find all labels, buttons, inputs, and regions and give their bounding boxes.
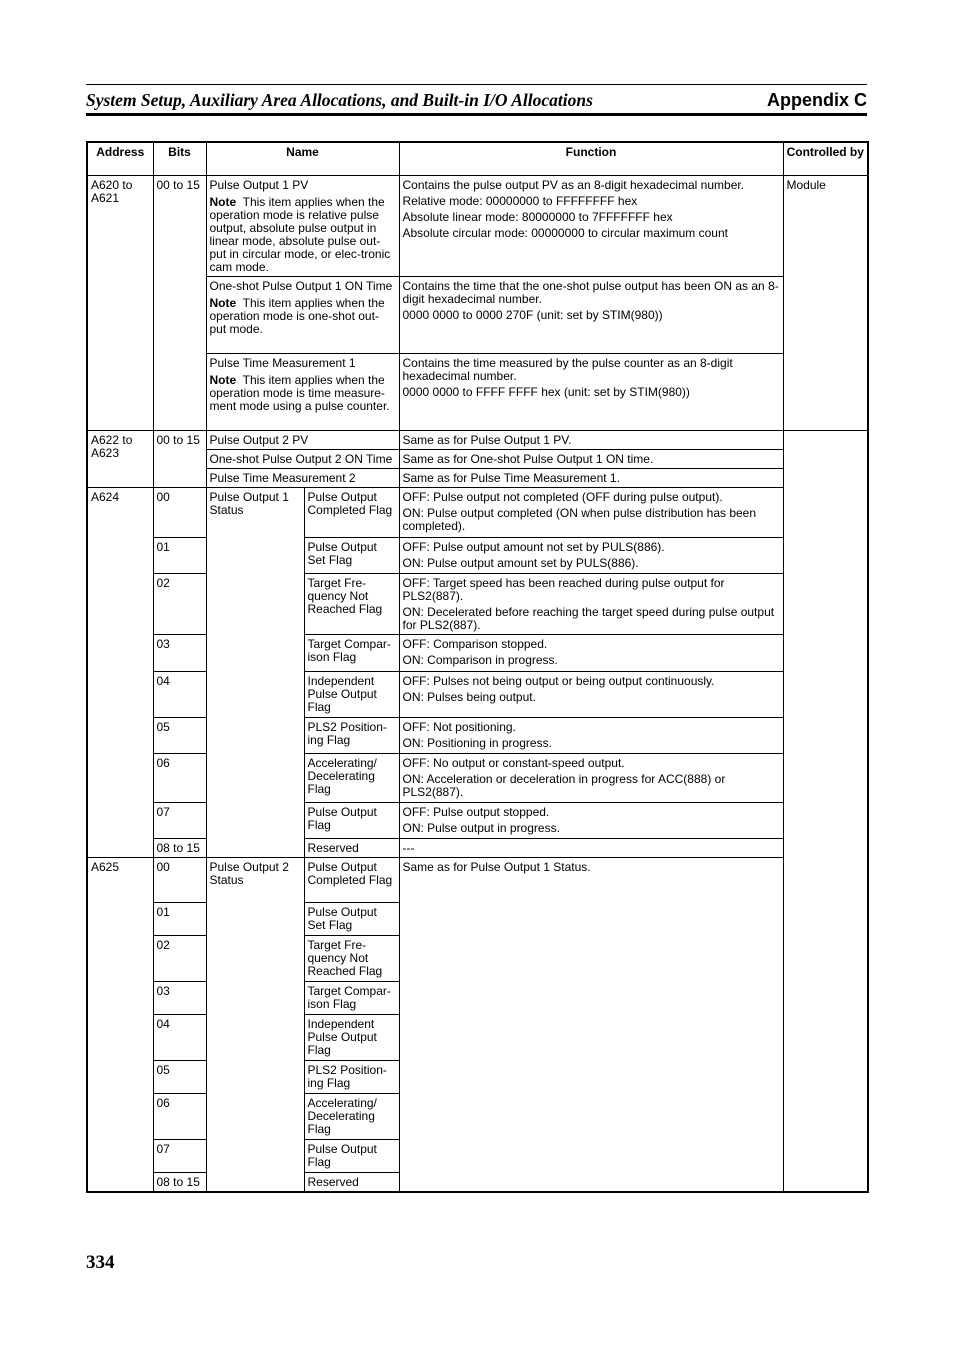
flag-name-cell: Accelerating/ Decelerating Flag (304, 1094, 399, 1140)
flag-name-cell: Reserved (304, 839, 399, 858)
controlled-by-cell: Module (783, 176, 868, 431)
function-cell: Same as for Pulse Output 1 PV. (399, 431, 783, 450)
table-row (87, 839, 868, 858)
bits-cell: 04 (153, 1015, 206, 1061)
col-controlled-by: Controlled by (783, 142, 868, 176)
function-cell: OFF: Target speed has been reached during pulse output for PLS2(887). ON: Decelerated before reaching the target speed during pulse output for PLS2(887). (399, 574, 783, 635)
flag-name-cell: Pulse Output Set Flag (304, 538, 399, 574)
flag-name-cell: Pulse Output Set Flag (304, 903, 399, 936)
table-row (87, 431, 868, 450)
name-cell: Pulse Time Measurement 1 Note This item applies when the operation mode is time measure-ment mode using a pulse counter. (206, 354, 399, 431)
flag-name-cell: Target Compar-ison Flag (304, 635, 399, 672)
table-row (87, 574, 868, 635)
status-name-cell: Pulse Output 2 Status (206, 858, 304, 1193)
note-text: Note This item applies when the operation mode is one-shot out-put mode. (209, 296, 385, 336)
name-cell (206, 176, 399, 277)
function-cell: OFF: Pulse output amount not set by PULS(886). ON: Pulse output amount set by PULS(886). (399, 538, 783, 574)
table-row (87, 803, 868, 839)
table-row (87, 635, 868, 672)
table-row (87, 538, 868, 574)
bits-cell: 01 (153, 903, 206, 936)
function-cell: Same as for Pulse Output 1 Status. (399, 858, 783, 1193)
function-cell: OFF: Comparison stopped. ON: Comparison in progress. (399, 635, 783, 672)
table-row (87, 718, 868, 754)
bits-cell: 08 to 15 (153, 1173, 206, 1193)
name-cell: Pulse Output 2 PV (206, 431, 399, 450)
name-cell: Pulse Time Measurement 2 (206, 469, 399, 488)
flag-name-cell: PLS2 Position-ing Flag (304, 718, 399, 754)
name-cell: One-shot Pulse Output 2 ON Time (206, 450, 399, 469)
flag-name-cell: Independent Pulse Output Flag (304, 1015, 399, 1061)
bits-cell: 03 (153, 982, 206, 1015)
running-header-title: System Setup, Auxiliary Area Allocations, and Built-in I/O Allocations (86, 90, 593, 110)
function-cell: OFF: Pulses not being output or being output continuously. ON: Pulses being output. (399, 672, 783, 718)
function-cell: OFF: Pulse output not completed (OFF during pulse output). ON: Pulse output completed (ON when pulse distribution has been completed). (399, 488, 783, 538)
name-cell: One-shot Pulse Output 1 ON Time Note This item applies when the operation mode is one-shot out-put mode. (206, 277, 399, 354)
bits-cell: 00 (153, 488, 206, 538)
address-cell: A620 to A621 (87, 176, 153, 431)
table-row (87, 858, 868, 903)
flag-name-cell: Pulse Output Flag (304, 1140, 399, 1173)
allocation-table (86, 141, 869, 1193)
function-cell: --- (399, 839, 783, 858)
bits-cell: 06 (153, 754, 206, 803)
function-cell: OFF: Pulse output stopped. ON: Pulse output in progress. (399, 803, 783, 839)
address-cell: A624 (87, 488, 153, 858)
bits-cell: 05 (153, 1061, 206, 1094)
address-cell: A625 (87, 858, 153, 1193)
bits-cell: 00 (153, 858, 206, 903)
bits-cell: 04 (153, 672, 206, 718)
header-bottom-rule (86, 113, 867, 116)
header-top-rule (86, 84, 867, 85)
bits-cell: 06 (153, 1094, 206, 1140)
note-text: Note This item applies when the operation mode is relative pulse output, absolute pulse output in linear mode, absolute pulse out-put in circular mode, or elec-tronic cam mode. (209, 195, 391, 274)
col-function: Function (399, 142, 783, 176)
bits-cell: 01 (153, 538, 206, 574)
bits-cell: 02 (153, 574, 206, 635)
flag-name-cell: PLS2 Position-ing Flag (304, 1061, 399, 1094)
bits-cell: 08 to 15 (153, 839, 206, 858)
name-text: Pulse Output 1 PV (209, 178, 309, 192)
flag-name-cell: Pulse Output Completed Flag (304, 488, 399, 538)
bits-cell: 05 (153, 718, 206, 754)
function-cell: Contains the time measured by the pulse counter as an 8-digit hexadecimal number. 0000 0000 to FFFF FFFF hex (unit: set by STIM(980)) (399, 354, 783, 431)
function-cell: OFF: No output or constant-speed output. ON: Acceleration or deceleration in progress for ACC(888) or PLS2(887). (399, 754, 783, 803)
status-name-cell: Pulse Output 1 Status (206, 488, 304, 858)
address-cell: A622 to A623 (87, 431, 153, 488)
flag-name-cell: Target Compar-ison Flag (304, 982, 399, 1015)
table-header-row (87, 142, 868, 176)
page-number: 334 (86, 1252, 115, 1273)
flag-name-cell: Accelerating/ Decelerating Flag (304, 754, 399, 803)
col-address: Address (87, 142, 153, 176)
bits-cell: 02 (153, 936, 206, 982)
flag-name-cell: Pulse Output Completed Flag (304, 858, 399, 903)
function-cell: Contains the pulse output PV as an 8-digit hexadecimal number. Relative mode: 00000000 to FFFFFFFF hex Absolute linear mode: 80000000 to 7FFFFFFF hex Absolute circular mode: 00000000 to circular maximum count (399, 176, 783, 277)
bits-cell: 00 to 15 (153, 176, 206, 431)
bits-cell: 07 (153, 1140, 206, 1173)
flag-name-cell: Independent Pulse Output Flag (304, 672, 399, 718)
function-cell: Same as for One-shot Pulse Output 1 ON time. (399, 450, 783, 469)
table-row (87, 488, 868, 538)
bits-cell: 03 (153, 635, 206, 672)
flag-name-cell: Target Fre-quency Not Reached Flag (304, 574, 399, 635)
note-text: Note This item applies when the operation mode is time measure-ment mode using a pulse counter. (209, 373, 390, 413)
col-name: Name (206, 142, 399, 176)
table-row (87, 176, 868, 277)
appendix-label: Appendix C (766, 90, 867, 110)
function-cell: Same as for Pulse Time Measurement 1. (399, 469, 783, 488)
controlled-by-cell (783, 431, 868, 1193)
table-row (87, 754, 868, 803)
function-cell: Contains the time that the one-shot pulse output has been ON as an 8-digit hexadecimal number. 0000 0000 to 0000 270F (unit: set by STIM(980)) (399, 277, 783, 354)
bits-cell: 07 (153, 803, 206, 839)
col-bits: Bits (153, 142, 206, 176)
function-cell: OFF: Not positioning. ON: Positioning in progress. (399, 718, 783, 754)
flag-name-cell: Target Fre-quency Not Reached Flag (304, 936, 399, 982)
flag-name-cell: Pulse Output Flag (304, 803, 399, 839)
bits-cell: 00 to 15 (153, 431, 206, 488)
flag-name-cell: Reserved (304, 1173, 399, 1193)
table-row (87, 672, 868, 718)
